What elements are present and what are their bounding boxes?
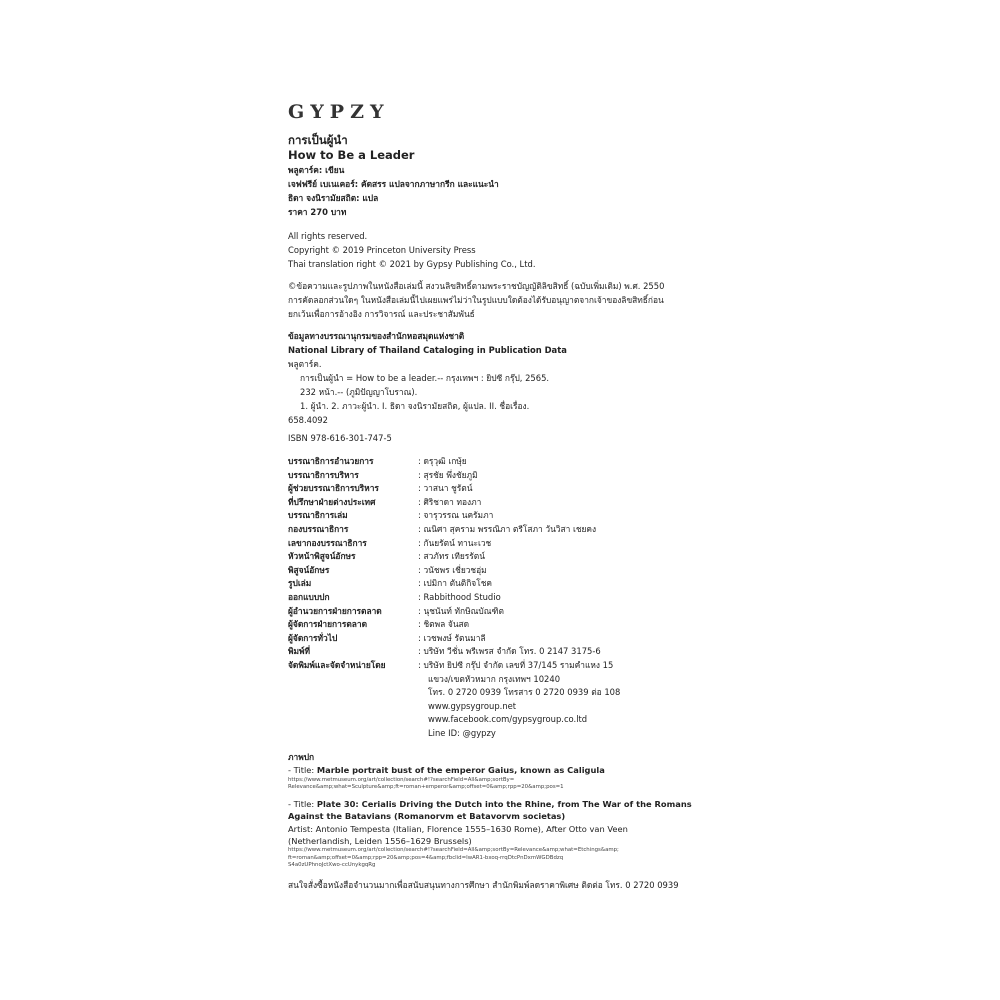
credit-row [288,455,718,469]
credit-value: : ดรุวุฒิ เกษุ้ย [418,456,467,466]
credit-value: : บริษัท ยิปซี กรุ๊ป จำกัด เลขที่ 37/145 รามคำแหง 15 [418,659,614,670]
credit-value: : นุชนันท์ ทักษิณบัณฑิต [418,605,504,616]
credit-value: : บริษัท วีชั่น พรีเพรส จำกัด โทร. 0 2147 3175-6 [418,646,601,657]
book-title-english: How to Be a Leader [288,148,415,162]
isbn: ISBN 978-616-301-747-5 [288,433,392,443]
credit-row [288,550,718,564]
credit-value: : ณนิศา สุคราม พรรณิภา ตรีโสภา วันวิสา เชยคง [418,523,597,534]
translation-rights-line: Thai translation right © 2021 by Gypsy Publishing Co., Ltd. [288,259,536,269]
cover-credit-url[interactable]: S4a0zUPhnoJctXwo-ccUnykgqRg [288,862,376,869]
cataloging-entry-3: 1. ผู้นำ. 2. ภาวะผู้นำ. I. ธิดา จงนิรามัยสถิต, ผู้แปล. II. ชื่อเรื่อง. [300,401,530,411]
credit-value: : ศิริชาดา ทองภา [418,496,482,507]
credit-row [288,482,718,496]
author-line: พลูตาร์ค: เขียน [288,165,345,175]
cover-credit-title-continued: Against the Batavians (Romanorvm et Batavorvm societas) [288,811,566,822]
cover-credit-artist: Artist: Antonio Tempesta (Italian, Florence 1555–1630 Rome), After Otto van Veen [288,823,628,834]
cataloging-heading-english: National Library of Thailand Cataloging in Publication Data [288,345,567,355]
copyright-line: Copyright © 2019 Princeton University Press [288,245,476,255]
credit-value: : สุรชัย พึ่งชัยภูมิ [418,469,478,480]
cover-credit-url[interactable]: https://www.metmuseum.org/art/collection/search#!?searchField=All&amp;sortBy= [288,776,515,783]
cover-credit-prefix: - Title: [288,765,317,776]
credit-row [288,469,718,483]
credit-role: บรรณาธิการอำนวยการ [288,456,374,466]
credit-value: : Rabbithood Studio [418,591,501,602]
credit-role: ออกแบบปก [288,591,330,602]
cataloging-author: พลูตาร์ค. [288,359,322,369]
credit-row [288,632,718,646]
cover-credit-item-2 [288,798,718,810]
publisher-address: แขวง/เขตหัวหมาก กรุงเทพฯ 10240 [428,673,561,684]
credit-row [288,618,718,632]
credit-value: : วนัชพร เชี่ยวชอุ่ม [418,564,487,575]
credit-role: ที่ปรึกษาฝ่ายต่างประเทศ [288,496,376,507]
credit-row [288,659,718,673]
price-line: ราคา 270 บาท [288,207,347,217]
credit-role: พิมพ์ที่ [288,646,311,657]
credit-role: บรรณาธิการบริหาร [288,469,359,480]
credit-value: : กันยรัตน์ ทานะเวช [418,537,492,548]
credit-value: : เวชพงษ์ รัตนมาลี [418,632,486,643]
credit-value: : จารุวรรณ นครัมภา [418,510,494,521]
credit-row [288,564,718,578]
credit-row [288,523,718,537]
credit-role: เลขากองบรรณาธิการ [288,537,367,548]
credit-role: ผู้อำนวยการฝ่ายการตลาด [288,605,382,616]
thai-copyright-notice-2: การคัดลอกส่วนใดๆ ในหนังสือเล่มนี้ไปเผยแพร่ไม่ว่าในรูปแบบใดต้องได้รับอนุญาตจากเจ้าของลิขสิทธิ์ก่อน [288,295,664,305]
publisher-facebook-link[interactable]: www.facebook.com/gypsygroup.co.ltd [428,714,588,725]
credit-value: : สวภัทร เทียรรัตน์ [418,551,485,562]
credit-row [288,577,718,591]
cover-credit-artist-continued: (Netherlandish, Leiden 1556–1629 Brussels) [288,835,472,846]
credit-role: หัวหน้าพิสูจน์อักษร [288,551,356,562]
credit-role: จัดพิมพ์และจัดจำหน่ายโดย [288,659,386,670]
editor-line: เจฟฟรีย์ เบเนเคอร์: คัดสรร แปลจากภาษากรีก และแนะนำ [288,179,499,189]
credit-row [288,537,718,551]
classification-number: 658.4092 [288,415,328,425]
all-rights-reserved: All rights reserved. [288,231,368,241]
cataloging-entry-1: การเป็นผู้นำ = How to be a leader.-- กรุงเทพฯ : ยิปซี กรุ๊ป, 2565. [300,373,550,383]
credit-role: กองบรรณาธิการ [288,523,349,534]
cover-credit-item-1 [288,764,718,776]
credit-role: พิสูจน์อักษร [288,564,330,575]
cover-credit-url[interactable]: Relevance&amp;what=Sculpture&amp;ft=roman+emperor&amp;offset=0&amp;rpp=20&amp;pos=1 [288,784,564,791]
cover-credit-title: Marble portrait bust of the emperor Gaius, known as Caligula [316,765,605,776]
publisher-logo: GYPZY [288,101,390,123]
cover-credits-heading: ภาพปก [288,752,315,763]
cover-credit-prefix: - Title: [288,798,317,809]
credit-role: รูปเล่ม [288,578,312,589]
cover-credit-url[interactable]: ft=roman&amp;offset=0&amp;rpp=20&amp;pos=4&amp;fbclid=IwAR1-bxoq-rrqDtcPnDxmWGDBdzq [288,854,564,861]
cataloging-heading-thai: ข้อมูลทางบรรณานุกรมของสำนักหอสมุดแห่งชาติ [288,331,465,341]
book-title-thai: การเป็นผู้นำ [288,133,348,147]
credit-row [288,591,718,605]
credit-row [288,509,718,523]
publisher-line-id: Line ID: @gypzy [428,727,496,738]
credit-role: ผู้จัดการฝ่ายการตลาด [288,619,368,630]
credit-value: : เปมิกา ตันติกิจโชค [418,578,492,589]
cataloging-entry-2: 232 หน้า.-- (ภูมิปัญญาโบราณ). [300,387,418,397]
credit-row [288,496,718,510]
publisher-phone: โทร. 0 2720 0939 โทรสาร 0 2720 0939 ต่อ 108 [428,687,621,698]
credit-value: : ชิตพล จันสด [418,619,470,630]
credit-role: บรรณาธิการเล่ม [288,510,348,521]
bulk-order-notice: สนใจสั่งซื้อหนังสือจำนวนมากเพื่อสนับสนุนทางการศึกษา สำนักพิมพ์ลดราคาพิเศษ ติดต่อ โทร. 0 2720 0939 [288,879,679,890]
credit-row [288,645,718,659]
cover-credit-url[interactable]: https://www.metmuseum.org/art/collection/search#!?searchField=All&amp;sortBy=Relevance&amp;what=Etchings&amp; [288,847,619,854]
credit-role: ผู้ช่วยบรรณาธิการบริหาร [288,483,379,494]
thai-copyright-notice-3: ยกเว้นเพื่อการอ้างอิง การวิจารณ์ และประชาสัมพันธ์ [288,309,475,319]
credit-value: : วาสนา ชูรัตน์ [418,483,473,494]
publisher-website-link[interactable]: www.gypsygroup.net [428,700,517,711]
credit-role: ผู้จัดการทั่วไป [288,632,338,643]
cover-credit-title: Plate 30: Cerialis Driving the Dutch into the Rhine, from The War of the Romans [316,798,692,809]
credit-row [288,605,718,619]
staff-credits [288,455,718,740]
thai-copyright-notice-1: ©ข้อความและรูปภาพในหนังสือเล่มนี้ สงวนลิขสิทธิ์ตามพระราชบัญญัติลิขสิทธิ์ (ฉบับเพิ่มเติม) พ.ศ. 2550 [288,281,665,291]
translator-line: ธิดา จงนิรามัยสถิต: แปล [288,193,379,203]
copyright-page [288,100,718,892]
